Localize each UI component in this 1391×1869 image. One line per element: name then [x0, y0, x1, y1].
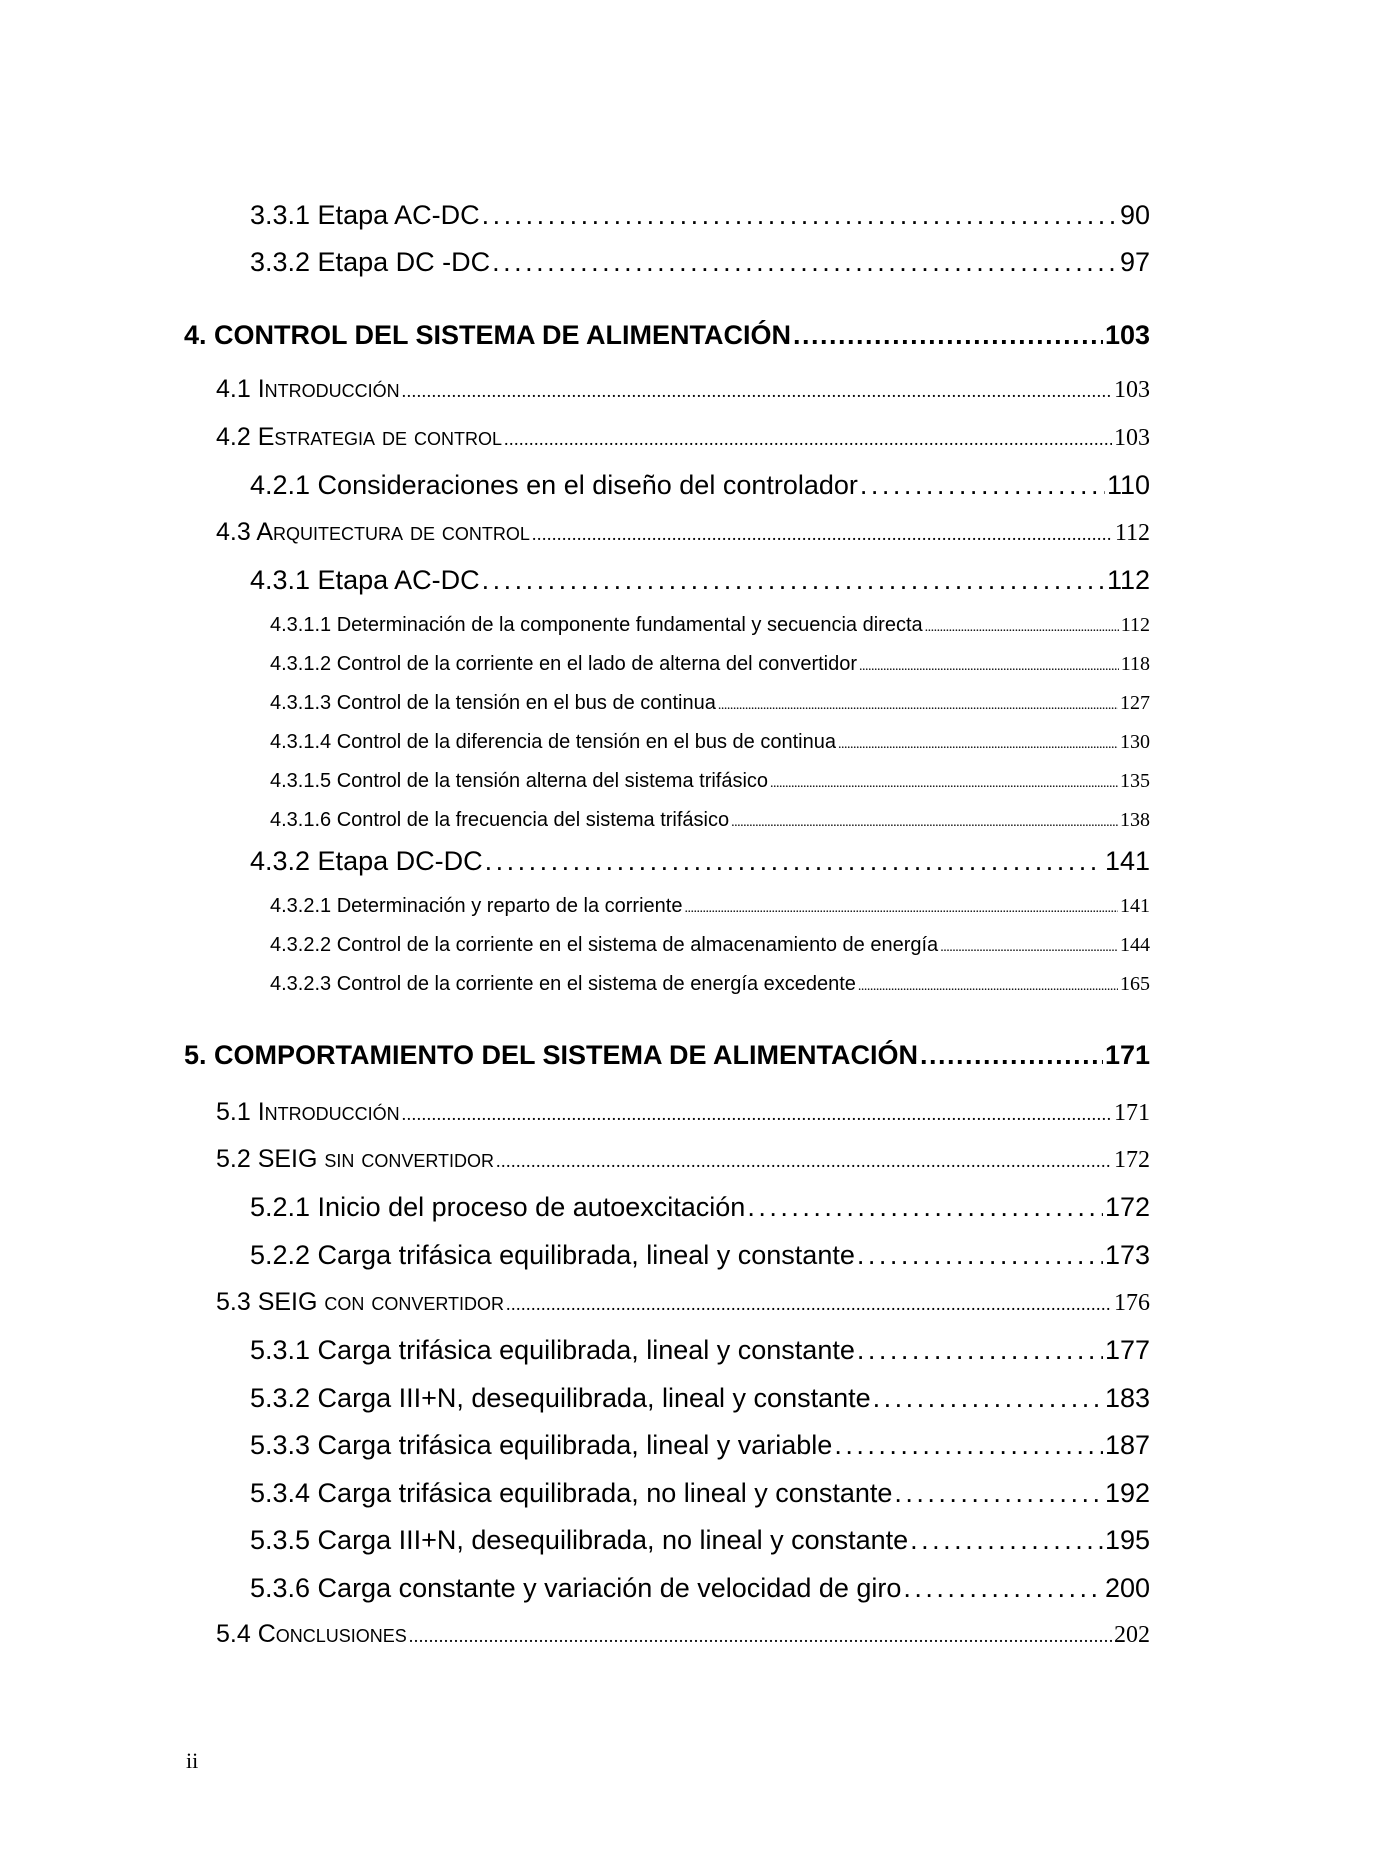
toc-entry [216, 1145, 1150, 1174]
toc-entry-title: 4.2.1 Consideraciones en el diseño del controlador [250, 470, 858, 500]
toc-entry-page: 171 [1104, 1040, 1150, 1070]
toc-entry [250, 1192, 1150, 1223]
toc-entry [270, 653, 1150, 676]
toc-leader-dots [506, 1294, 1112, 1315]
toc-leader-dots [920, 1040, 1103, 1071]
toc-entry [250, 1383, 1150, 1414]
toc-entry-page: 141 [1120, 895, 1150, 917]
toc-entry [216, 375, 1150, 404]
toc-entry-page: 177 [1104, 1335, 1150, 1365]
toc-entry-title: 4.2 Estrategia de control [216, 423, 502, 451]
toc-entry [270, 692, 1150, 715]
toc-entry-title: 4.3.2.3 Control de la corriente en el sistema de energía excedente [270, 973, 856, 995]
toc-leader-dots [402, 381, 1112, 402]
toc-entry [250, 470, 1150, 501]
toc-entry [250, 247, 1150, 278]
toc-entry-title: 5.3 SEIG con convertidor [216, 1288, 505, 1316]
toc-entry-page: 183 [1104, 1383, 1150, 1413]
toc-entry [250, 565, 1150, 596]
toc-entry-page: 176 [1114, 1290, 1150, 1316]
toc-entry [270, 973, 1150, 996]
toc-entry [184, 320, 1150, 351]
toc-leader-dots [858, 979, 1118, 995]
toc-entry [250, 846, 1150, 877]
toc-entry-page: 141 [1104, 846, 1150, 876]
toc-entry-page: 192 [1104, 1478, 1150, 1508]
toc-entry-title: 5.2 SEIG sin convertidor [216, 1145, 495, 1173]
toc-entry-page: 110 [1106, 470, 1150, 500]
toc-leader-dots [492, 247, 1118, 278]
toc-entry-page: 171 [1114, 1100, 1150, 1126]
toc-entry-page: 112 [1120, 614, 1150, 636]
toc-leader-dots [482, 200, 1118, 231]
toc-entry-page: 135 [1120, 770, 1150, 792]
toc-entry-title: 5.3.5 Carga III+N, desequilibrada, no lineal y constante [250, 1525, 909, 1555]
toc-entry-title: 4.3.1.2 Control de la corriente en el lado de alterna del convertidor [270, 653, 858, 675]
toc-leader-dots [940, 940, 1118, 956]
toc-entry-title: 4.3.1.6 Control de la frecuencia del sistema trifásico [270, 809, 730, 831]
toc-entry [216, 518, 1150, 547]
toc-entry-page: 118 [1120, 653, 1150, 675]
toc-entry-title: 4.3.1.3 Control de la tensión en el bus de continua [270, 692, 716, 714]
toc-entry [270, 731, 1150, 754]
toc-entry-title: 4.3.1.5 Control de la tensión alterna del sistema trifásico [270, 770, 769, 792]
toc-entry [250, 1430, 1150, 1461]
toc-leader-dots [485, 846, 1103, 877]
toc-entry-title: 3.3.2 Etapa DC -DC [250, 247, 491, 277]
toc-entry-title: 3.3.1 Etapa AC-DC [250, 200, 480, 230]
toc-entry [250, 1335, 1150, 1366]
toc-entry-page: 200 [1104, 1573, 1150, 1603]
toc-entry [250, 1478, 1150, 1509]
toc-leader-dots [496, 1151, 1112, 1172]
toc-entry-page: 103 [1114, 377, 1150, 403]
toc-leader-dots [747, 1192, 1103, 1223]
toc-leader-dots [873, 1383, 1103, 1414]
toc-entry [216, 1288, 1150, 1317]
toc-entry-page: 112 [1106, 565, 1150, 595]
toc-entry-page: 138 [1120, 809, 1150, 831]
toc-entry-title: 5.4 Conclusiones [216, 1620, 407, 1648]
toc-entry-title: 4.3.2.1 Determinación y reparto de la corriente [270, 895, 683, 917]
toc-leader-dots [859, 659, 1119, 675]
toc-entry [250, 1573, 1150, 1604]
toc-entry-page: 144 [1120, 934, 1150, 956]
toc-leader-dots [857, 1335, 1103, 1366]
toc-leader-dots [910, 1525, 1103, 1556]
toc-leader-dots [770, 776, 1118, 792]
toc-entry-page: 90 [1119, 200, 1150, 230]
toc-entry-title: 4.3.2 Etapa DC-DC [250, 846, 483, 876]
toc-entry-title: 5.3.3 Carga trifásica equilibrada, lineal y variable [250, 1430, 833, 1460]
toc-entry-page: 172 [1114, 1147, 1150, 1173]
toc-leader-dots [504, 429, 1112, 450]
toc-entry [250, 1525, 1150, 1556]
toc-entry-page: 187 [1104, 1430, 1150, 1460]
toc-entry-title: 4.3.1.1 Determinación de la componente fundamental y secuencia directa [270, 614, 923, 636]
toc-entry-title: 4.1 Introducción [216, 375, 400, 403]
toc-entry [270, 770, 1150, 793]
toc-entry [250, 200, 1150, 231]
toc-entry-title: 5. COMPORTAMIENTO DEL SISTEMA DE ALIMENTACIÓN [184, 1040, 919, 1070]
toc-entry-page: 202 [1114, 1622, 1150, 1648]
toc-entry-page: 97 [1119, 247, 1150, 277]
toc-entry [184, 1040, 1150, 1071]
toc-entry [270, 614, 1150, 637]
toc-entry [270, 934, 1150, 957]
toc-entry-page: 195 [1104, 1525, 1150, 1555]
toc-leader-dots [409, 1626, 1112, 1647]
toc-leader-dots [860, 470, 1105, 501]
toc-leader-dots [903, 1573, 1103, 1604]
toc-entry-page: 103 [1114, 425, 1150, 451]
toc-entry-page: 103 [1104, 320, 1150, 350]
toc-entry-title: 4.3 Arquitectura de control [216, 518, 530, 546]
toc-entry [250, 1240, 1150, 1271]
toc-leader-dots [894, 1478, 1103, 1509]
toc-entry-title: 5.3.4 Carga trifásica equilibrada, no lineal y constante [250, 1478, 893, 1508]
toc-entry-title: 5.2.2 Carga trifásica equilibrada, lineal y constante [250, 1240, 855, 1270]
toc-leader-dots [793, 320, 1103, 351]
toc-entry-page: 172 [1104, 1192, 1150, 1222]
toc-leader-dots [684, 901, 1118, 917]
toc-entry-title: 5.3.1 Carga trifásica equilibrada, lineal y constante [250, 1335, 855, 1365]
toc-entry-page: 112 [1114, 520, 1150, 546]
toc-entry [216, 1620, 1150, 1649]
toc-entry-title: 4.3.1.4 Control de la diferencia de tensión en el bus de continua [270, 731, 836, 753]
toc-entry-title: 5.2.1 Inicio del proceso de autoexcitación [250, 1192, 746, 1222]
toc-leader-dots [834, 1430, 1103, 1461]
toc-entry [270, 809, 1150, 832]
toc-leader-dots [402, 1104, 1112, 1125]
toc-entry-title: 4.3.2.2 Control de la corriente en el sistema de almacenamiento de energía [270, 934, 939, 956]
toc-leader-dots [731, 815, 1118, 831]
toc-leader-dots [718, 698, 1118, 714]
toc-entry-title: 4. CONTROL DEL SISTEMA DE ALIMENTACIÓN [184, 320, 792, 350]
toc-entry-title: 5.3.2 Carga III+N, desequilibrada, lineal y constante [250, 1383, 871, 1413]
toc-entry-page: 127 [1120, 692, 1150, 714]
toc-entry-page: 130 [1120, 731, 1150, 753]
toc-leader-dots [532, 524, 1113, 545]
toc-entry-title: 4.3.1 Etapa AC-DC [250, 565, 480, 595]
toc-entry-page: 165 [1120, 973, 1150, 995]
toc-leader-dots [925, 620, 1119, 636]
toc-entry-title: 5.3.6 Carga constante y variación de velocidad de giro [250, 1573, 902, 1603]
toc-leader-dots [838, 737, 1118, 753]
toc-leader-dots [482, 565, 1105, 596]
toc-entry [216, 423, 1150, 452]
page-number: ii [186, 1748, 199, 1773]
toc-entry-page: 173 [1104, 1240, 1150, 1270]
toc-leader-dots [857, 1240, 1103, 1271]
toc-entry-title: 5.1 Introducción [216, 1098, 400, 1126]
toc-entry [216, 1098, 1150, 1127]
toc-entry [270, 895, 1150, 918]
